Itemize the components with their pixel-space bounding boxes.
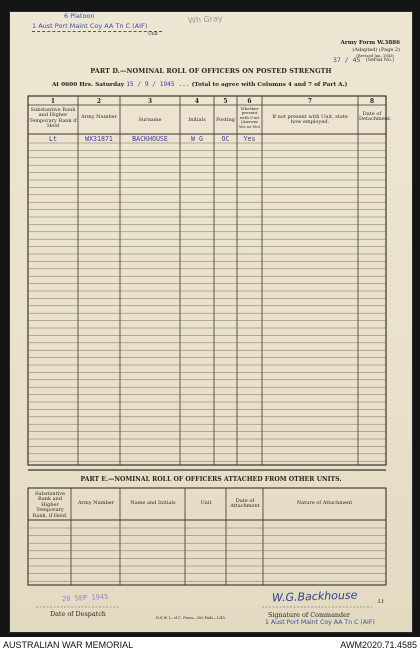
form-rules [10,12,412,632]
pencil-note: Wh Gray [187,13,223,26]
row-1-initials: W G [191,135,203,143]
part-e-header-name: Name and Initials [130,500,176,506]
caption-institution: AUSTRALIAN WAR MEMORIAL [3,640,134,650]
part-d-columns [78,96,358,465]
form-adapted: (Adapted) (Page 2) [352,47,400,53]
header-posting: Posting [216,117,235,123]
header-army-number: Army Number [80,114,118,120]
printer-note: N.S.W. L. of C. Press—300 Pads—1/45. [156,616,226,620]
time-prefix: At 0600 Hrs. Saturday [52,82,125,88]
col-num-1: 1 [50,98,56,105]
part-e-title: PART E.—NOMINAL ROLL OF OFFICERS ATTACHED FROM OTHER UNITS. [80,476,342,483]
row-1-army-number: WX31871 [85,135,113,143]
archive-caption-bar [0,637,420,653]
col-num-8: 8 [369,98,375,105]
col-num-3: 3 [147,98,153,105]
col-num-4: 4 [194,98,200,105]
part-d-table-border [28,96,392,465]
row-1-present: Yes [243,135,256,143]
header-employed: If not present with Unit, state how employed. [272,114,348,126]
part-e-header-nature: Nature of Attachment [296,500,353,506]
serial-label: (Serial No.) [366,58,395,63]
corner-rank-mark: Lt [378,599,384,605]
part-d-row-lines [28,143,386,461]
platoon-text: 6 Platoon [64,12,95,20]
serial-number: 37 / 45 [333,56,361,64]
signature-unit: 1 Aust Port Maint Coy AA Tn C (AIF) [265,619,375,626]
part-e-header-rank: Substantive Rank and Higher Temporary Rank, if Held. [32,491,68,519]
unit-name: 1 Aust Port Maint Coy AA Tn C (AIF) [32,22,148,30]
header-date-detachment: Date of Detachment. [359,111,392,123]
header-initials: Initials [188,117,206,123]
signature-label: Signature of Commander [268,611,350,619]
row-1-rank: Lt [49,135,57,143]
caption-accession: AWM2020.71.4585 [340,640,417,650]
time-suffix: (Total to agree with Columns 4 and 7 of Part A.) [191,82,348,88]
part-e-header-unit: Unit [200,500,212,506]
part-e-header-army-number: Army Number [77,500,115,506]
col-num-7: 7 [307,98,313,105]
roll-date: 15 / 9 / 1945 ... [126,81,190,88]
part-e-row-lines [28,528,386,581]
unit-label: Unit [148,32,158,37]
header-present: Whether present with Unit (Answer Yes or No) [238,106,261,129]
commander-signature: W.G.Backhouse [271,588,358,605]
form-name: Army Form W.3886 [340,40,400,46]
row-1-posting: OC [221,135,230,143]
part-e-header-date: Date of Attachment [230,498,260,510]
part-d-title: PART D.—NOMINAL ROLL OF OFFICERS ON POSTED STRENGTH [90,67,332,75]
col-num-6: 6 [247,98,252,105]
header-rank: Substantive Rank and Higher Temporary Rank if Held [29,107,77,130]
army-form-page [10,12,412,632]
col-num-5: 5 [223,98,228,105]
row-1-surname: BACKHOUSE [132,135,168,143]
despatch-date-stamp: 20 SEP 1945 [61,592,109,604]
header-surname: Surname [138,117,162,123]
form-revised: (Revised Jan. 1943) [356,53,394,58]
col-num-2: 2 [96,98,102,105]
despatch-label: Date of Despatch [50,610,106,618]
